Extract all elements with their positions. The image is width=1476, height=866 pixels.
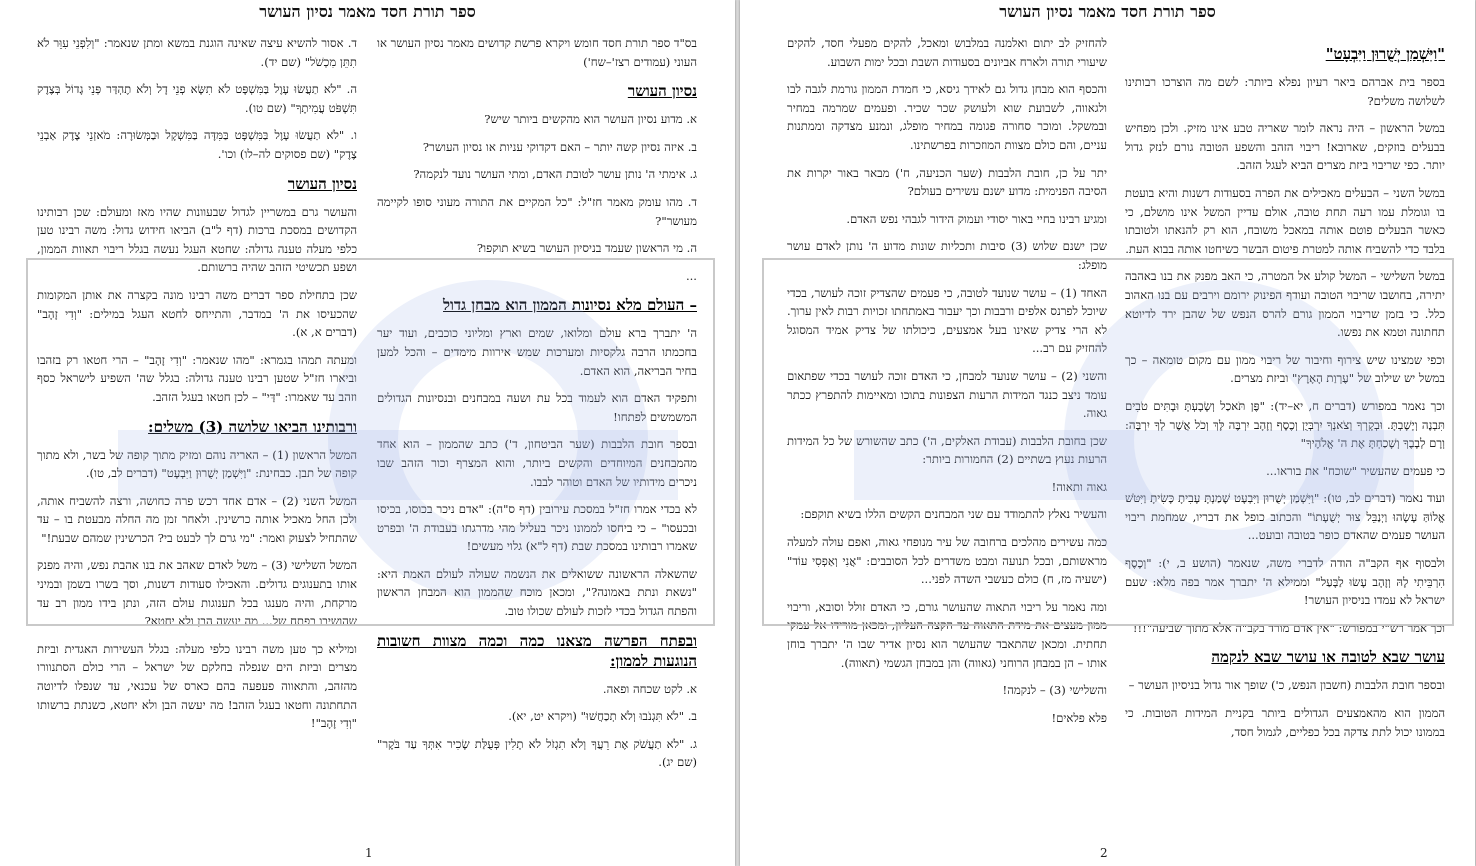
section-heading: – העולם מלא נסיונות הממון הוא מבחן גדול — [443, 296, 697, 315]
paragraph: וכפי שמצינו שיש צירוף וחיבור של ריבוי ממון עם מקום טומאה – כך במשל יש שילוב של "עֶרְוַת הָאָרֶץ" וביזת מצרים. — [1125, 352, 1445, 386]
paragraph: המשל השני (2) – אדם אחד רכש פרה כחושה, ורצה להשביח אותה, ולכן החל מאכיל אותה כרשינין. ולאחר זמן מה החלה מבעטת בו – עד שהתחיל לצעוק ואמר: "מי גרם לך לבעט בי? הכרשינין שמהם שבעת!" — [37, 493, 357, 545]
paragraph: והשני (2) – עושר שנועד למבחן, כי האדם זוכה לעושר בכדי שפתאום עומד ניצב כנגד המידות הרעות הצפונות בתוכו ומאיימות להתפרץ ככתר גאוה. — [787, 368, 1107, 421]
paragraph: לא בכדי אמרו חז"ל במסכת עירובין (דף ס"ה): "אדם ניכר בכוסו, בכיסו ובכעסו" – כי ביחסו לממונו ניכר בעליל מהי מדרגתו בעבודת ה' ובפרט שאמרו רבותינו במסכת שבת (דף ל"א) גלוי מעשים! — [377, 502, 697, 554]
paragraph: בספר בית אברהם ביאר רעיון נפלא ביותר: לשם מה הוצרכו רבותינו לשלושה משלים? — [1125, 75, 1445, 108]
paragraph: להחזיק לב יתום ואלמנה במלבוש ומאכל, להקים מפעלי חסד, להקים שיעורי תורה ולארח אביונים בסעודות השבת ובכל ימות השבוע. — [787, 36, 1107, 69]
paragraph: הממון הוא מהאמצעים הגדולים ביותר בקניית המידות הטובות. כי בממונו יכול לתת צדקה בכל כפליים, לגמול חסד, — [1125, 706, 1445, 739]
paragraph: במשל השני – הבעלים מאכילים את הפרה בסעודות דשנות והיא בועטת בו וגומלת עמו רעה תחת טובה, אולם עדיין המשל אינו מושלם, כי כאשר הבעלים פוטם אותה במאכל משובח, הוא רק להנאתו ולטובתו בלבד כדי להשביח אותה למטרת פיטום הבשר כשיחטו אותה בבוא העת. — [1125, 185, 1445, 256]
paragraph: ג. אימתי ה' נותן עושר לטובת האדם, ומתי העושר נועד לנקמה? — [413, 167, 697, 182]
paragraph: ובספר חובת הלבבות (חשבון הנפש, כ') שופך אור גדול בניסיון העושר – — [1128, 678, 1445, 693]
paragraph: בס"ד ספר תורת חסד חומש ויקרא פרשת קדושים מאמר נסיון העושר או העוני (עמודים רצז'–שח') — [377, 36, 697, 69]
paragraph: וכך נאמר במפורש (דברים ח, יא–יד): "פֶּן תֹּאכַל וְשָׂבָעְתָּ וּבָתִּים טֹבִים תִּבְנֶה וְיָשָׁבְתָּ. וּבְקָרְךָ וְצֹאנְךָ יִרְבְּיֻן וְכֶסֶף וְזָהָב יִרְבֶּה לָּךְ וְכֹל אֲשֶׁר לְךָ יִרְבֶּה: וְרָם לְבָבֶךָ וְשָׁכַחְתָּ אֶת ה' אֱלֹהֶיךָ" — [1125, 398, 1445, 451]
paragraph: ובספר חובת הלבבות (שער הביטחון, ד') כתב שהממון – הוא אחד מהמבחנים המיוחדים והקשים ביותר, והוא המצרף וכור הזהב שבו ניכרים מידותיו של האדם וטוהר לבבו. — [377, 437, 697, 489]
paragraph: ה. מי הראשון שעמד בניסיון העושר בשיא תוקפו? — [476, 241, 697, 256]
paragraph: שכן ישנם שלוש (3) סיבות ותכליות שונות מדוע ה' נותן לאדם עושר מופלג: — [787, 239, 1107, 272]
paragraph: המשל השלישי (3) – משל לאדם שאהב את בנו אהבת נפש, והיה מפנק אותו בתענוגים גדולים. והאכילו סעודות דשנות, וסך בשרו בשמן ובמיני מרקחת, והיה מענגו בכל תענוגות עולם הזה, ונתן בידו ממון רב עד שהושיבו בפתח של... מה יעשה הבן ולא יחטא? — [37, 558, 357, 629]
section-heading: ובפתח הפרשה מצאנו כמה וכמה מצוות חשובות הנוגעות לממון: — [377, 631, 697, 670]
paragraph: והעשיר נאלץ להתמודד עם שני המבחנים הקשים הללו בשיא תוקפם: — [800, 507, 1107, 522]
paragraph: ומיליא כך טען משה רבינו כלפי מעלה: בגלל העשירות האגדית וביזת מצרים וביזת הים שנפלה בחלקם של ישראל – הרי כולם הסתנוורו מהזהב, והתאווה פעפעה בהם כארס של עכנאי, עד שנפלו לדיוטה התחתונה וחטאו בעגל הזהב! מה יעשה הבן ולא יחטא, כשנתת ברשותו "וְדִי זָהָב"! — [37, 641, 357, 731]
paragraph: ומה נאמר על ריבוי התאוה שהעושר גורם, כי האדם זולל וסובא, וריבוי ממון מעצים את מידת התאוה עד הקצה העליון, ומכאן מורידו אל עמקי תחתית. ומכאן שהתאבד שהעושר הוא נסיון אדיר שבו ה' יתברך בוחן אותו – הן במבחן הרוחני (גאווה) והן במבחן הגשמי (תאווה). — [787, 599, 1107, 670]
paragraph: ומעתה תמהו בגמרא: "מהו שנאמר: "וְדִי זָהָב" – הרי חטאו רק בזהבו וביארו חז"ל שטען רבינו טענה גדולה: בגלל שה' השפיע לישראל כסף וזהב עד שאמרו: "דַּי" – לכן חטאו בעגל הזהב. — [37, 352, 357, 404]
page-1 — [0, 0, 735, 866]
text-column-left — [37, 34, 357, 836]
paragraph: והכסף הוא מבחן גדול גם לאידך גיסא, כי חמדת הממון גורמת לגבה לבו ולגאווה, לשבועת שוא ולעושק שכר שכיר. ופעמים שמרמה במחיר ובמשקל. ומוכר סחורה פגומה במחיר מופלג, ונמנע מצדקה וממתנות עניים, והם כולם מצוות המוזכרות בפרשתינו. — [787, 82, 1107, 152]
paragraph: כמה עשירים מהלכים ברחובה של עיר מנופחי גאוה, ואפם עולה למעלה מראשותם, ובכל תנועה ומבט משדרים לכל הסובבים: "אֲנִי וְאַפְסִי עוֹד" (ישעיה מז, ח) כולם כעשבי השדה לפני... — [787, 535, 1107, 587]
paragraph: גאוה ותאוה! — [1051, 479, 1107, 494]
paragraph: שכן בתחילת ספר דברים משה רבינו מונה בקצרה את אותן המקומות שהכעיסו את ה' במדבר, והתייחס לחטא העגל במילים: "וְדִי זָהָב" (דברים א, א). — [37, 287, 357, 340]
paragraph: יתר על כן, חובת הלבבות (שער הכניעה, ח') מבאר באור יקרות את הסיבה הפנימית: מדוע ישנם עשירים בעולם? — [787, 165, 1107, 199]
text-column-left — [787, 34, 1107, 836]
paragraph: שהשאלה הראשונה ששואלים את הנשמה שעולה לעולם האמת היא: "נשאת ונתת באמונה?", ומכאן מוכח שהממון הוא המבחן הראשון והפתח הגדול בכדי לזכות לעולם שכולו טוב. — [377, 566, 697, 619]
paragraph: ו. "לֹא תַעֲשׂוּ עָוֶל בַּמִּשְׁפָּט בַּמִּדָּה בַּמִּשְׁקָל וּבַמְּשׂוּרָה: מֹאזְנֵי צֶדֶק אַבְנֵי צֶדֶק" (שם פסוקים לה–לו) וכו'. — [37, 128, 357, 161]
section-heading: ורבותינו הביאו שלושה (3) משלים: — [148, 417, 357, 436]
paragraph: המשל הראשון (1) – האריה נוהם ומזיק מתוך קופה של בשר, ולא מתוך קופה של תבן. כבחינת: "וַיִּשְׁמַן יְשֻׁרוּן וַיִּבְעָט" (דברים לב, טו). — [37, 447, 357, 481]
page-header-title: ספר תורת חסד מאמר נסיון העושר — [999, 2, 1216, 21]
paragraph: ועוד נאמר (דברים לב, טו): "וַיִּשְׁמַן יְשֻׁרוּן וַיִּבְעָט שָׁמַנְתָּ עָבִיתָ כָּשִׂיתָ וַיִּטֹּשׁ אֱלוֹהַּ עָשָׂהוּ וַיְנַבֵּל צוּר יְשֻׁעָתוֹ" והכתוב כופל את דבריו, שמחמת ריבוי העושר פעמים שהאדם כופר בטובה ובועט... — [1125, 491, 1445, 543]
section-heading: "וַיִּשְׁמַן יְשֻׁרוּן וַיִּבְעָט" — [1325, 45, 1445, 63]
paragraph: א. מדוע נסיון העושר הוא מהקשים ביותר שיש? — [484, 112, 697, 127]
paragraph: כי פעמים שהעשיר "שוכח" את בוראו... — [1266, 463, 1445, 478]
section-heading: נסיון העושר — [627, 82, 697, 101]
paragraph: וכך אמר רש"י במפורש: "אין אדם מורד בקב"ה אלא מתוך שביעה"!!! — [1132, 620, 1445, 635]
paragraph: במשל השלישי – המשל קולע אל המטרה, כי האב מפנק את בנו באהבה יתירה, בחושבו שריבוי הטובה ועודף הפינוק ירומם וירבים עם בנו האהוב כלל. כי בזמן שריבוי הממון גורם להרס הנפש של שהבן ירד לדיוטא תחתונה וטמא את נפשו. — [1125, 269, 1445, 340]
text-column-right — [377, 34, 697, 836]
paragraph: ג. "לֹא תַעֲשֹׁק אֶת רֵעֲךָ וְלֹא תִגְזֹל לֹא תָלִין פְּעֻלַּת שָׂכִיר אִתְּךָ עַד בֹּקֶר" (שם יג). — [377, 736, 697, 770]
paragraph: ב. איזה נסיון קשה יותר – האם דקדוקי עניות או נסיון העושר? — [422, 139, 697, 154]
paragraph: ד. אסור להשיא עיצה שאינה הוגנת במשא ומתן שנאמר: "וְלִפְנֵי עִוֵּר לֹא תִתֵּן מִכְשֹׁל" (שם יד). — [37, 36, 357, 69]
paragraph: ומגיע רבינו בחיי באור יסודי ועמוק הידור לגבהי נפש האדם. — [846, 211, 1107, 226]
paragraph: האחד (1) – עושר שנועד לטובה, כי פעמים שהצדיק זוכה לעושר, בכדי שיוכל לפרנס אלפים ורבבות וכך יעבור באמתחתו זכויות רבות לאין ערוך. לא הרי צדיק שאינו בעל אמצעים, כיכולתו של צדיק אמיד המסוגל להחזיק עם רב... — [787, 285, 1107, 356]
paragraph: ... — [685, 268, 697, 283]
page-number: 1 — [365, 846, 373, 860]
paragraph: שכן בחובת הלבבות (עבודת האלקים, ה') כתב שהשורש של כל המידות הרעות נעוץ בשתיים (2) החמורות ביותר: — [787, 433, 1107, 467]
paragraph: פלא פלאים! — [1051, 710, 1107, 725]
section-heading: נסיון העושר — [287, 174, 357, 193]
paragraph: א. לקט שכחה ופאה. — [602, 681, 697, 696]
paragraph: ב. "לֹא תִּגְנֹבוּ וְלֹא תְכַחֲשׁוּ" (ויקרא יט, יא). — [508, 709, 697, 724]
text-column-right — [1125, 34, 1445, 836]
paragraph: והעושר גרם במשריין לגדול שבעוונות שהיו מאז ומעולם: שכן רבותינו הקדושים במסכת ברכות (דף ל"ב) הביאו חידוש גדול: משה רבינו טען כלפי מעלה טענה גדולה: שחטא העגל נעשה בגלל ריבוי תאוות הממון, ושפע תכשיטי הזהב שהיה ברשותם. — [37, 204, 357, 275]
paragraph: במשל הראשון – היה נראה לומר שאריה טבע אינו מזיק. ולכן מפחיש בבעלים בוזקים, שארובא! ריבוי הזהב והשפע הטובה גורם לנזק גדול יותר. כפי שריבוי ביזת מצרים הביא לעגל הזהב. — [1125, 121, 1445, 173]
paragraph: ה. "לֹא תַעֲשׂוּ עָוֶל בַּמִּשְׁפָּט לֹא תִשָּׂא פְנֵי דָל וְלֹא תֶהְדַּר פְּנֵי גָדוֹל בְּצֶדֶק תִּשְׁפֹּט עֲמִיתֶךָ" (שם טו). — [37, 82, 357, 115]
page-header-title: ספר תורת חסד מאמר נסיון העושר — [259, 2, 476, 21]
paragraph: והשלישי (3) – לנקמה! — [1002, 683, 1107, 698]
paragraph: ה' יתברך ברא עולם ומלואו, שמים וארץ ומליוני כוכבים, ועוד יער בחכמתו הרבה גלקסיות ומערכות שמש אירוות מימדים – והכל למען בחיר הבריאה, הוא האדם. — [377, 326, 697, 378]
paragraph: ד. מהו עומק מאמר חז"ל: "כל המקיים את התורה מעוני סופו לקיימה מעושר"? — [377, 194, 697, 228]
paragraph: ותפקיד האדם הוא לעמוד בכל עת ושעה במבחנים ובנסיונות הגדולים המשמשים לפתחו! — [377, 391, 697, 424]
section-heading: עושר שבא לטובה או עושר שבא לנקמה — [1211, 648, 1445, 667]
page-number: 2 — [1100, 846, 1108, 860]
page-2 — [740, 0, 1475, 866]
paragraph: ולבסוף אף הקב"ה הודה לדברי משה, שנאמר (הושע ב, י): "וְכֶסֶף הִרְבֵּיתִי לָהּ וְזָהָב עָשׂוּ לַבָּעַל" וממילא ה' יתברך אמר בפה מלא: שעם ישראל לא עמדו בניסיון העושר! — [1125, 556, 1445, 608]
